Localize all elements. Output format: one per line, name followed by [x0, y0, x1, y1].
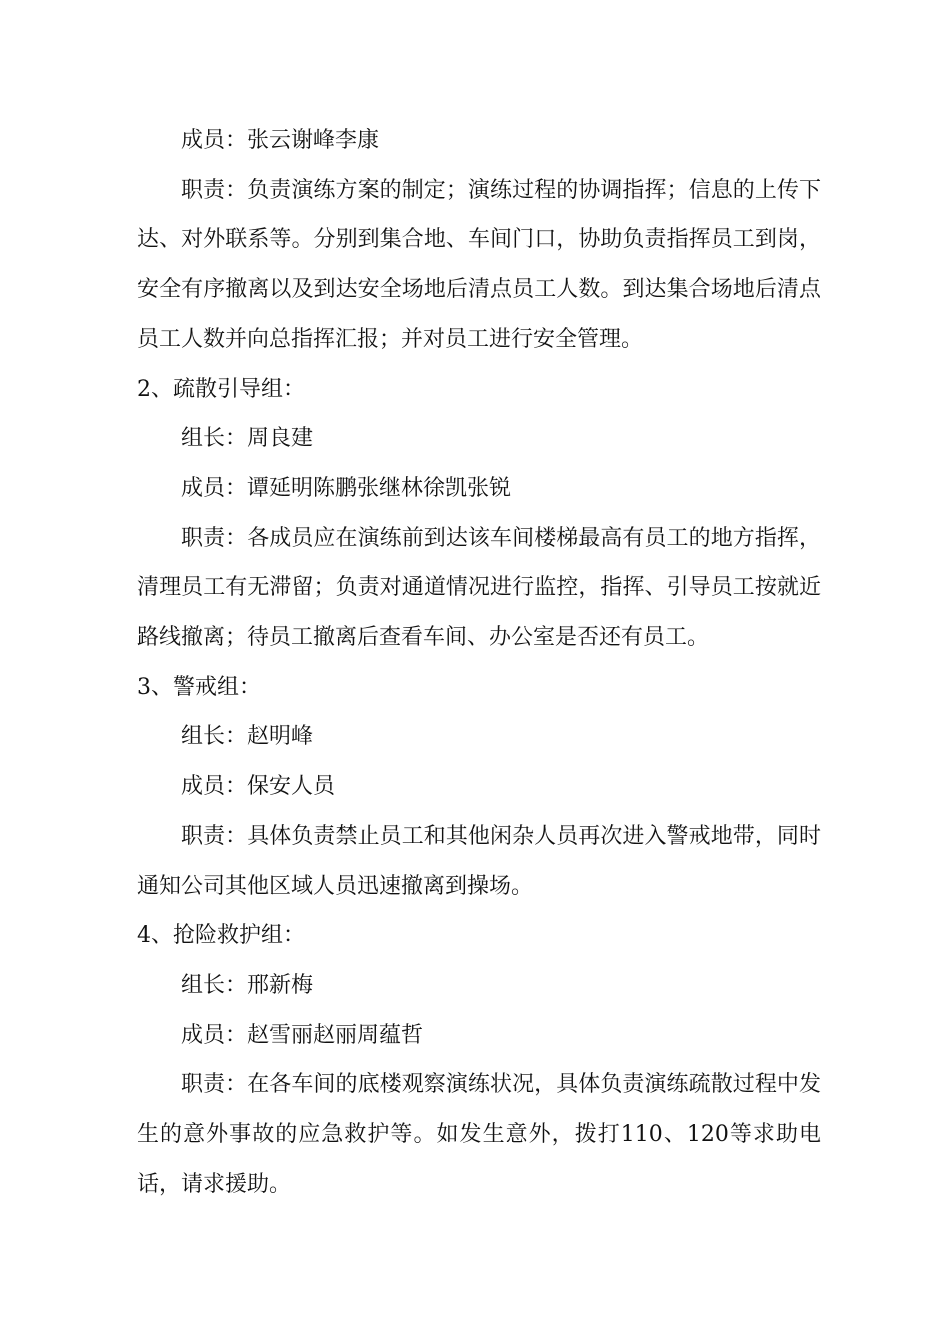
paragraph-13: 成员：赵雪丽赵丽周蕴哲 [181, 1022, 424, 1048]
paragraph-5: 成员：谭延明陈鹏张继林徐凯张锐 [181, 475, 512, 501]
section-heading-3: 3、警戒组： [137, 674, 261, 700]
paragraph-12: 组长：邢新梅 [181, 972, 314, 998]
section-heading-4: 4、抢险救护组： [137, 923, 305, 949]
paragraph-6: 职责：各成员应在演练前到达该车间楼梯最高有员工的地方指挥，清理员工有无滞留；负责对通道情况进行监控，指挥、引导员工按就近路线撤离；待员工撤离后查看车间、办公室是否还有员工。 [137, 525, 821, 651]
document-body [137, 116, 821, 1209]
paragraph-1: 成员：张云谢峰李康 [181, 128, 380, 153]
paragraph-14: 职责：在各车间的底楼观察演练状况，具体负责演练疏散过程中发生的意外事故的应急救护等。如发生意外，拨打110、120等求助电话，请求援助。 [137, 1072, 822, 1197]
paragraph-9: 成员：保安人员 [181, 774, 336, 800]
paragraph-4: 组长：周良建 [181, 426, 314, 452]
paragraph-8: 组长：赵明峰 [181, 724, 314, 750]
paragraph-10: 职责：具体负责禁止员工和其他闲杂人员再次进入警戒地带，同时通知公司其他区域人员迅速撤离到操场。 [137, 823, 821, 899]
section-heading-2: 2、疏散引导组： [137, 376, 305, 402]
paragraph-2: 职责：负责演练方案的制定；演练过程的协调指挥；信息的上传下达、对外联系等。分别到集合地、车间门口，协助负责指挥员工到岗，安全有序撤离以及到达安全场地后清点员工人数。到达集合场地后清点员工人数并向总指挥汇报；并对员工进行安全管理。 [137, 177, 821, 352]
